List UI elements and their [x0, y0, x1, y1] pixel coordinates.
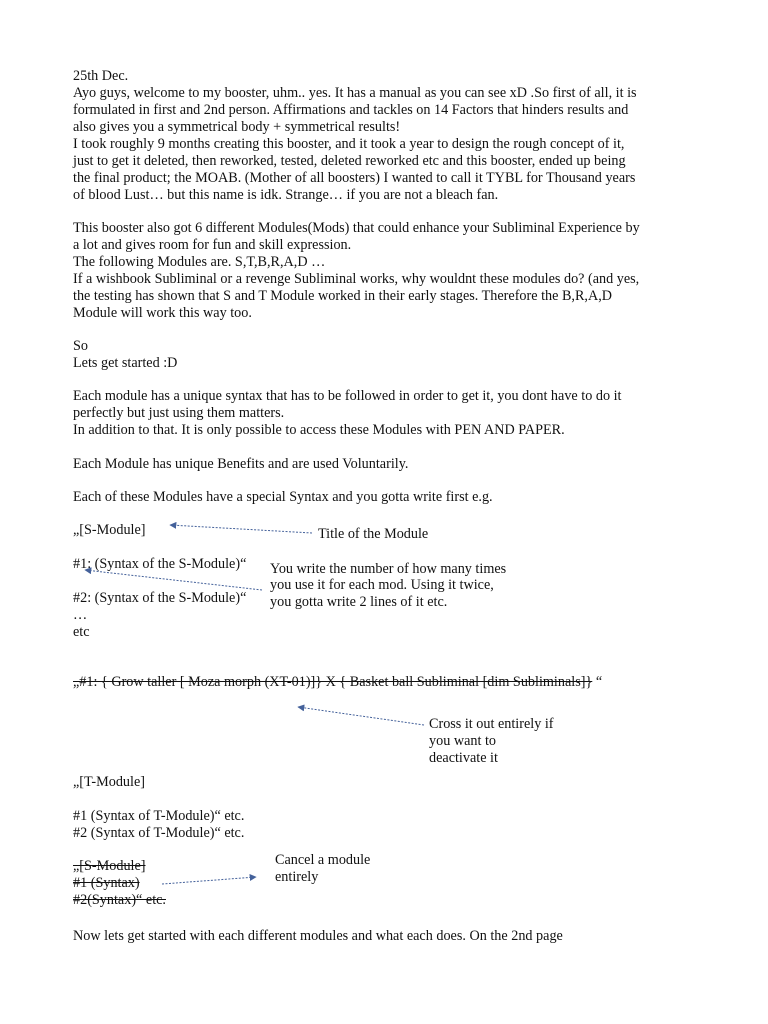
cancelled-module-line-1: #1 (Syntax): [73, 875, 140, 891]
modules-line-6: Module will work this way too.: [73, 305, 252, 321]
intro-line-3: also gives you a symmetrical body + symmetrical results!: [73, 119, 401, 135]
arrow-title-of-module: [170, 525, 312, 533]
intro-line-5: just to get it deleted, then reworked, tested, deleted reworked etc and this booster, ended up being: [73, 153, 626, 169]
syntax-line-3: In addition to that. It is only possible to access these Modules with PEN AND PAPER.: [73, 422, 565, 438]
note-title-of-module: Title of the Module: [318, 526, 429, 542]
note-cross-out-line-2: you want to: [429, 733, 496, 749]
intro-line-2: formulated in first and 2nd person. Affirmations and tackles on 14 Factors that hinders results and: [73, 102, 629, 118]
intro-line-1: Ayo guys, welcome to my booster, uhm.. yes. It has a manual as you can see xD .So first of all, it is: [73, 85, 637, 101]
date-line: 25th Dec.: [73, 68, 129, 84]
arrow-number-of-lines: [85, 570, 262, 590]
so-line: So: [73, 338, 88, 354]
cancelled-module-title: „[S-Module]: [73, 858, 146, 874]
lets-get-started-line: Lets get started :D: [73, 355, 178, 371]
example-etc: etc: [73, 624, 90, 640]
example-s-module-line-1: #1: (Syntax of the S-Module)“: [73, 556, 247, 572]
example-s-module-title: „[S-Module]: [73, 522, 146, 538]
modules-line-4: If a wishbook Subliminal or a revenge Subliminal works, why wouldnt these modules do? (and yes,: [73, 271, 640, 287]
intro-line-7: of blood Lust… but this name is idk. Strange… if you are not a bleach fan.: [73, 187, 499, 203]
modules-line-1: This booster also got 6 different Modules(Mods) that could enhance your Subliminal Experience by: [73, 220, 640, 236]
note-number-line-2: you use it for each mod. Using it twice,: [270, 577, 494, 593]
struck-example-text: „#1: { Grow taller [ Moza morph (XT-01)]} X { Basket ball Subliminal [dim Subliminals]}: [73, 674, 593, 690]
example-t-module-title: „[T-Module]: [73, 774, 145, 790]
syntax-line-1: Each module has a unique syntax that has to be followed in order to get it, you dont have to do it: [73, 388, 622, 404]
intro-line-6: the final product; the MOAB. (Mother of all boosters) I wanted to call it TYBL for Thousand years: [73, 170, 636, 186]
note-cancel-line-1: Cancel a module: [275, 852, 371, 868]
note-cross-out-line-3: deactivate it: [429, 750, 498, 766]
note-number-line-3: you gotta write 2 lines of it etc.: [270, 594, 448, 610]
benefits-line: Each Module has unique Benefits and are used Voluntarily.: [73, 456, 409, 472]
note-cross-out-line-1: Cross it out entirely if: [429, 716, 554, 732]
note-number-line-1: You write the number of how many times: [270, 561, 507, 577]
special-syntax-line: Each of these Modules have a special Syntax and you gotta write first e.g.: [73, 489, 493, 505]
intro-line-4: I took roughly 9 months creating this booster, and it took a year to design the rough concept of it,: [73, 136, 625, 152]
example-s-module-line-2: #2: (Syntax of the S-Module)“: [73, 590, 247, 606]
modules-line-5: the testing has shown that S and T Module worked in their early stages. Therefore the B,R,A,D: [73, 288, 613, 304]
cancelled-module-line-2: #2(Syntax)“ etc.: [73, 892, 166, 908]
modules-line-3: The following Modules are. S,T,B,R,A,D …: [73, 254, 326, 270]
note-cancel-line-2: entirely: [275, 869, 319, 885]
syntax-line-2: perfectly but just using them matters.: [73, 405, 285, 421]
modules-line-2: a lot and gives room for fun and skill expression.: [73, 237, 352, 253]
arrow-cancel-module: [162, 877, 256, 884]
example-ellipsis: …: [73, 607, 88, 623]
example-t-module-line-2: #2 (Syntax of T-Module)“ etc.: [73, 825, 245, 841]
arrow-cross-it-out: [298, 707, 424, 725]
struck-example-tail: “: [592, 674, 603, 690]
example-t-module-line-1: #1 (Syntax of T-Module)“ etc.: [73, 808, 245, 824]
footer-line: Now lets get started with each different modules and what each does. On the 2nd page: [73, 928, 563, 944]
